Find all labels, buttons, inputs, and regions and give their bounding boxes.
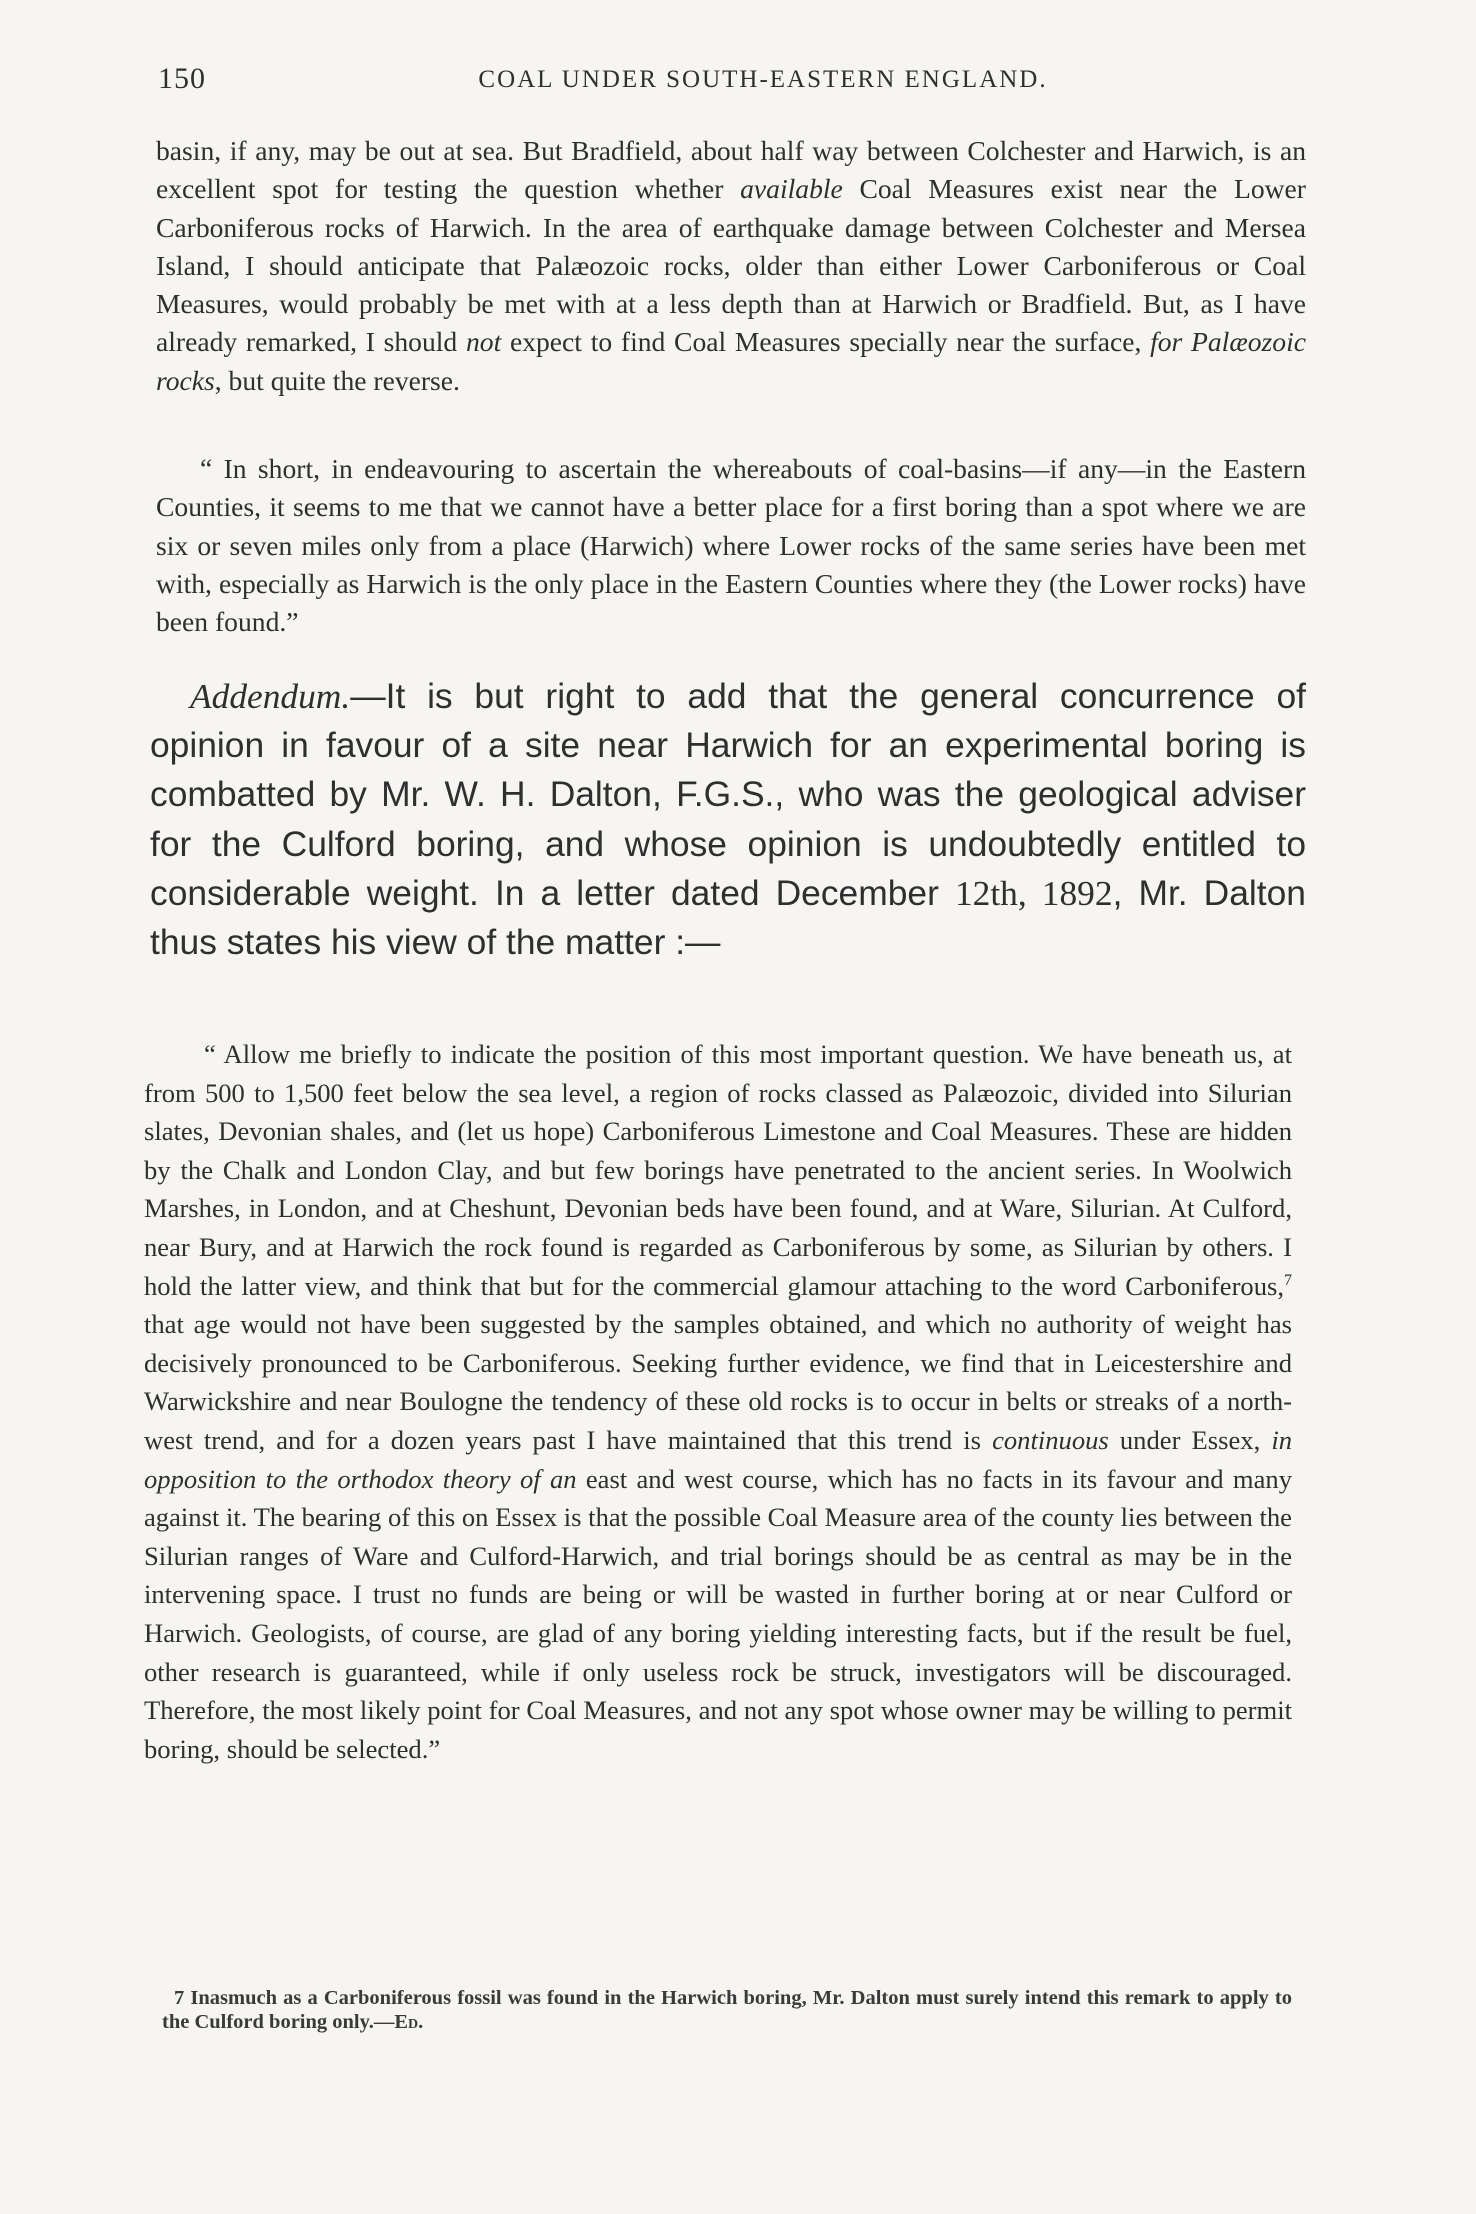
addendum-heading: Addendum. xyxy=(190,676,351,716)
quote-text: under Essex, xyxy=(1108,1424,1272,1455)
quote-text: that age would not have been suggested by the samples obtained, and which no authority of weight has decisively pronounced to be Carboniferous. Seeking further evidence, we find that in Leicestershire and Warwickshire and near Boulogne the tendency of these old rocks is to occur in belts or streaks of a north-west trend, and for a dozen years past I have maintained that this trend is xyxy=(144,1309,1292,1455)
dalton-letter-quote xyxy=(144,1035,1292,1768)
footnote-text: Inasmuch as a Carboniferous fossil was found in the Harwich boring, Mr. Dalton must surely intend this remark to apply to the Culford boring only.— xyxy=(162,1987,1292,2033)
running-head: COAL UNDER SOUTH-EASTERN ENGLAND. xyxy=(478,66,1048,93)
addendum-text: —It is but right to add that the general concurrence of opinion in favour of a site near Harwich for an experimental boring is combatted by Mr. W. H. Dalton, F.G.S., who was the geological adviser for the Culford boring, and whose opinion is undoubtedly entitled to considerable weight. In a letter dated December xyxy=(150,676,1306,913)
addendum-date: 12th, 1892 xyxy=(954,872,1113,913)
emphasis-available: available xyxy=(740,173,843,205)
page-number: 150 xyxy=(158,62,206,95)
paragraph-text: , but quite the reverse. xyxy=(214,364,460,396)
page-header xyxy=(150,62,1326,102)
addendum-text: , Mr. Dalton thus states his view of the matter :— xyxy=(150,872,1306,963)
emphasis-not: not xyxy=(465,326,502,358)
quote-text: east and west course, which has no facts in its favour and many against it. The bearing of this on Essex is that the possible Coal Measure area of the county lies between the Silurian ranges of Ware and Culford-Harwich, and trial borings should be as central as may be in the intervening space. I trust no funds are being or will be wasted in further boring at or near Culford or Harwich. Geologists, of course, are glad of any boring yielding interesting facts, but if the result be fuel, other research is guaranteed, while if only useless rock be struck, investigators will be discouraged. Therefore, the most likely point for Coal Measures, and not any spot whose owner may be willing to permit boring, should be selected.” xyxy=(144,1463,1292,1764)
quote-text: “ Allow me briefly to indicate the position of this most important question. We have beneath us, at from 500 to 1,500 feet below the sea level, a region of rocks classed as Palæozoic, divided into Silurian slates, Devonian shales, and (let us hope) Carboniferous Limestone and Coal Measures. These are hidden by the Chalk and London Clay, and but few borings have penetrated to the ancient series. In Woolwich Marshes, in London, and at Cheshunt, Devonian beds have been found, and at Ware, Silurian. At Culford, near Bury, and at Harwich the rock found is regarded as Carboniferous by some, as Silurian by others. I hold the latter view, and think that but for the commercial glamour attaching to the word Carboniferous, xyxy=(144,1039,1292,1301)
footnote-reference: 7 xyxy=(1284,1271,1292,1289)
emphasis-opposition: in opposition to the orthodox theory of an xyxy=(144,1424,1293,1494)
paragraph-continuation xyxy=(156,132,1306,400)
footnote xyxy=(162,1986,1292,2034)
paragraph-text: Coal Measures exist near the Lower Carboniferous rocks of Harwich. In the area of earthquake damage between Colchester and Mersea Island, I should anticipate that Palæozoic rocks, older than either Lower Carboniferous or Coal Measures, would probably be met with at a less depth than at Harwich or Bradfield. But, as I have already remarked, I should xyxy=(156,173,1306,358)
addendum-paragraph xyxy=(150,672,1306,967)
footnote-signature: Ed. xyxy=(394,2011,424,2033)
emphasis-palaeozoic-rocks: for Palæozoic rocks xyxy=(156,326,1306,396)
footnote-number: 7 xyxy=(174,1987,185,2009)
paragraph-text: expect to find Coal Measures specially near the surface, xyxy=(501,326,1151,358)
paragraph-quote-end: “ In short, in endeavouring to ascertain the whereabouts of coal-basins—if any—in the Eastern Counties, it seems to me that we cannot have a better place for a first boring than a spot where we are six or seven miles only from a place (Harwich) where Lower rocks of the same series have been met with, especially as Harwich is the only place in the Eastern Counties where they (the Lower rocks) have been found.” xyxy=(156,453,1306,638)
emphasis-continuous: continuous xyxy=(992,1424,1109,1455)
paragraph-text: basin, if any, may be out at sea. But Bradfield, about half way between Colchester and Harwich, is an excellent spot for testing the question whether xyxy=(156,135,1306,205)
